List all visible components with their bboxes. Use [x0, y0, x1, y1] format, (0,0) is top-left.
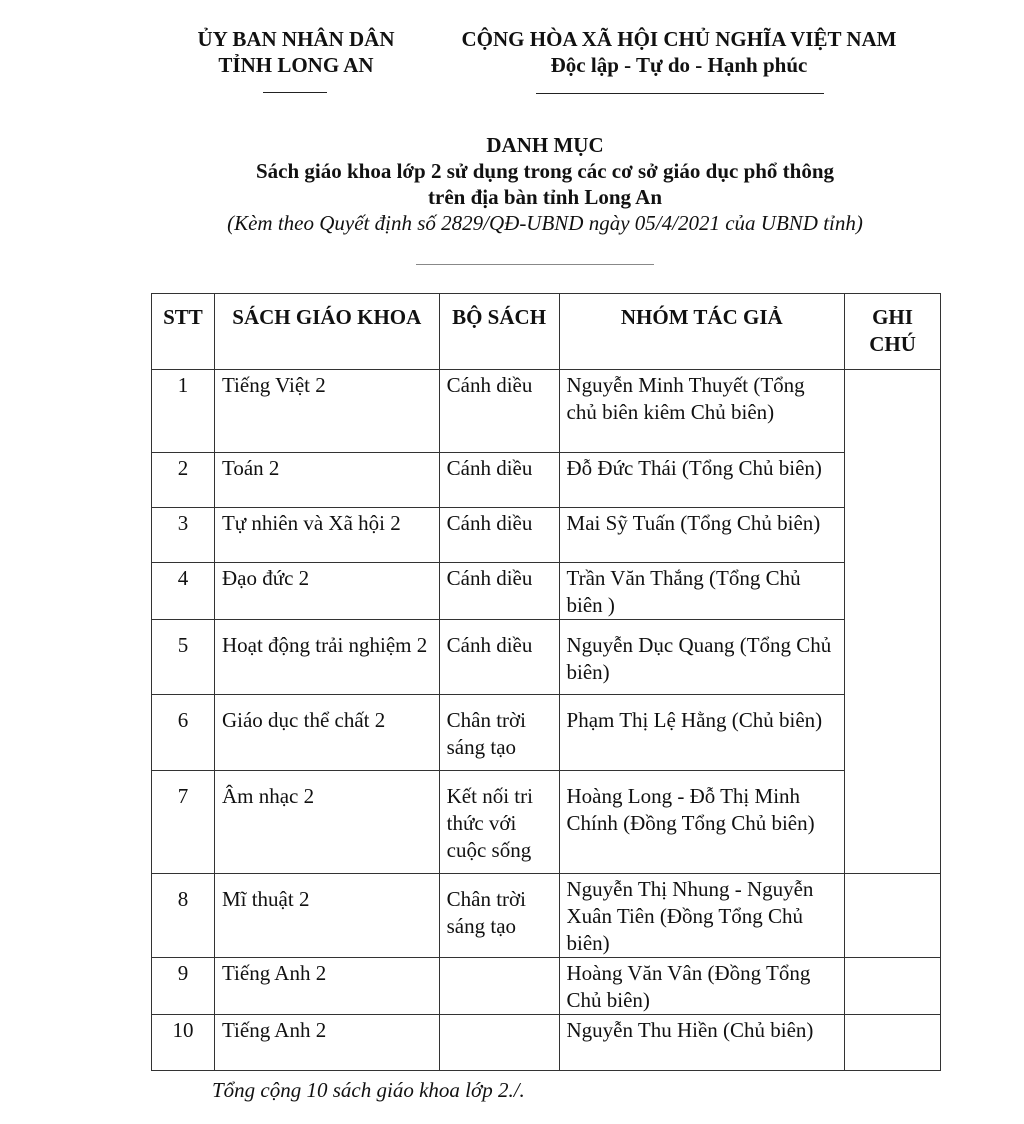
textbook-table [151, 293, 941, 1071]
cell-set: Cánh diều [439, 370, 559, 453]
title-subtitle-2: trên địa bàn tỉnh Long An [428, 185, 662, 209]
title-reference: (Kèm theo Quyết định số 2829/QĐ-UBND ngày 05/4/2021 của UBND tỉnh) [227, 211, 863, 235]
cell-book: Tiếng Anh 2 [214, 958, 439, 1015]
cell-authors: Nguyễn Thu Hiền (Chủ biên) [559, 1015, 845, 1071]
cell-book: Tự nhiên và Xã hội 2 [214, 508, 439, 563]
document-title [150, 132, 940, 236]
issuing-agency [180, 26, 412, 78]
title-heading: DANH MỤC [486, 133, 604, 157]
cell-set: Chân trời sáng tạo [439, 695, 559, 771]
cell-authors: Trần Văn Thắng (Tổng Chủ biên ) [559, 563, 845, 620]
cell-book: Mĩ thuật 2 [214, 874, 439, 958]
cell-authors: Hoàng Văn Vân (Đồng Tổng Chủ biên) [559, 958, 845, 1015]
cell-note [845, 874, 941, 958]
col-note: GHI CHÚ [845, 294, 941, 370]
table-row [152, 771, 941, 874]
cell-book: Hoạt động trải nghiệm 2 [214, 620, 439, 695]
cell-stt: 6 [152, 695, 215, 771]
table-row [152, 695, 941, 771]
cell-set: Cánh diều [439, 620, 559, 695]
cell-stt: 5 [152, 620, 215, 695]
cell-book: Đạo đức 2 [214, 563, 439, 620]
cell-authors: Mai Sỹ Tuấn (Tổng Chủ biên) [559, 508, 845, 563]
table-header-row [152, 294, 941, 370]
table-row [152, 453, 941, 508]
title-subtitle-1: Sách giáo khoa lớp 2 sử dụng trong các cơ sở giáo dục phổ thông [255, 159, 835, 183]
col-authors: NHÓM TÁC GIẢ [559, 294, 845, 370]
cell-stt: 10 [152, 1015, 215, 1071]
cell-set: Cánh diều [439, 453, 559, 508]
table-row [152, 508, 941, 563]
national-motto [440, 26, 918, 78]
cell-note [845, 1015, 941, 1071]
col-book: SÁCH GIÁO KHOA [214, 294, 439, 370]
col-stt: STT [152, 294, 215, 370]
table-row [152, 620, 941, 695]
nation-line-2: Độc lập - Tự do - Hạnh phúc [550, 53, 808, 77]
table-row [152, 874, 941, 958]
cell-stt: 1 [152, 370, 215, 453]
cell-authors: Đỗ Đức Thái (Tổng Chủ biên) [559, 453, 845, 508]
table-row [152, 563, 941, 620]
cell-stt: 3 [152, 508, 215, 563]
cell-note [845, 958, 941, 1015]
title-underline [416, 264, 654, 265]
cell-set: Chân trời sáng tạo [439, 874, 559, 958]
agency-underline [263, 92, 327, 93]
cell-authors: Phạm Thị Lệ Hằng (Chủ biên) [559, 695, 845, 771]
cell-stt: 8 [152, 874, 215, 958]
cell-stt: 2 [152, 453, 215, 508]
table-row [152, 370, 941, 453]
cell-book: Tiếng Việt 2 [214, 370, 439, 453]
cell-authors: Hoàng Long - Đỗ Thị Minh Chính (Đồng Tổng Chủ biên) [559, 771, 845, 874]
cell-authors: Nguyễn Minh Thuyết (Tổng chủ biên kiêm Chủ biên) [559, 370, 845, 453]
total-summary: Tổng cộng 10 sách giáo khoa lớp 2./. [212, 1078, 525, 1102]
table-row [152, 958, 941, 1015]
cell-set: Cánh diều [439, 508, 559, 563]
cell-book: Âm nhạc 2 [214, 771, 439, 874]
motto-underline [536, 93, 824, 94]
cell-set [439, 1015, 559, 1071]
cell-authors: Nguyễn Thị Nhung - Nguyễn Xuân Tiên (Đồng Tổng Chủ biên) [559, 874, 845, 958]
cell-set [439, 958, 559, 1015]
cell-set: Kết nối tri thức với cuộc sống [439, 771, 559, 874]
table-row [152, 1015, 941, 1071]
cell-book: Tiếng Anh 2 [214, 1015, 439, 1071]
cell-stt: 9 [152, 958, 215, 1015]
cell-authors: Nguyễn Dục Quang (Tổng Chủ biên) [559, 620, 845, 695]
cell-book: Giáo dục thể chất 2 [214, 695, 439, 771]
cell-book: Toán 2 [214, 453, 439, 508]
cell-stt: 7 [152, 771, 215, 874]
agency-line-2: TỈNH LONG AN [218, 53, 374, 77]
cell-stt: 4 [152, 563, 215, 620]
nation-line-1: CỘNG HÒA XÃ HỘI CHỦ NGHĨA VIỆT NAM [461, 27, 897, 51]
cell-note [845, 370, 941, 874]
col-set: BỘ SÁCH [439, 294, 559, 370]
cell-set: Cánh diều [439, 563, 559, 620]
agency-line-1: ỦY BAN NHÂN DÂN [197, 27, 395, 51]
